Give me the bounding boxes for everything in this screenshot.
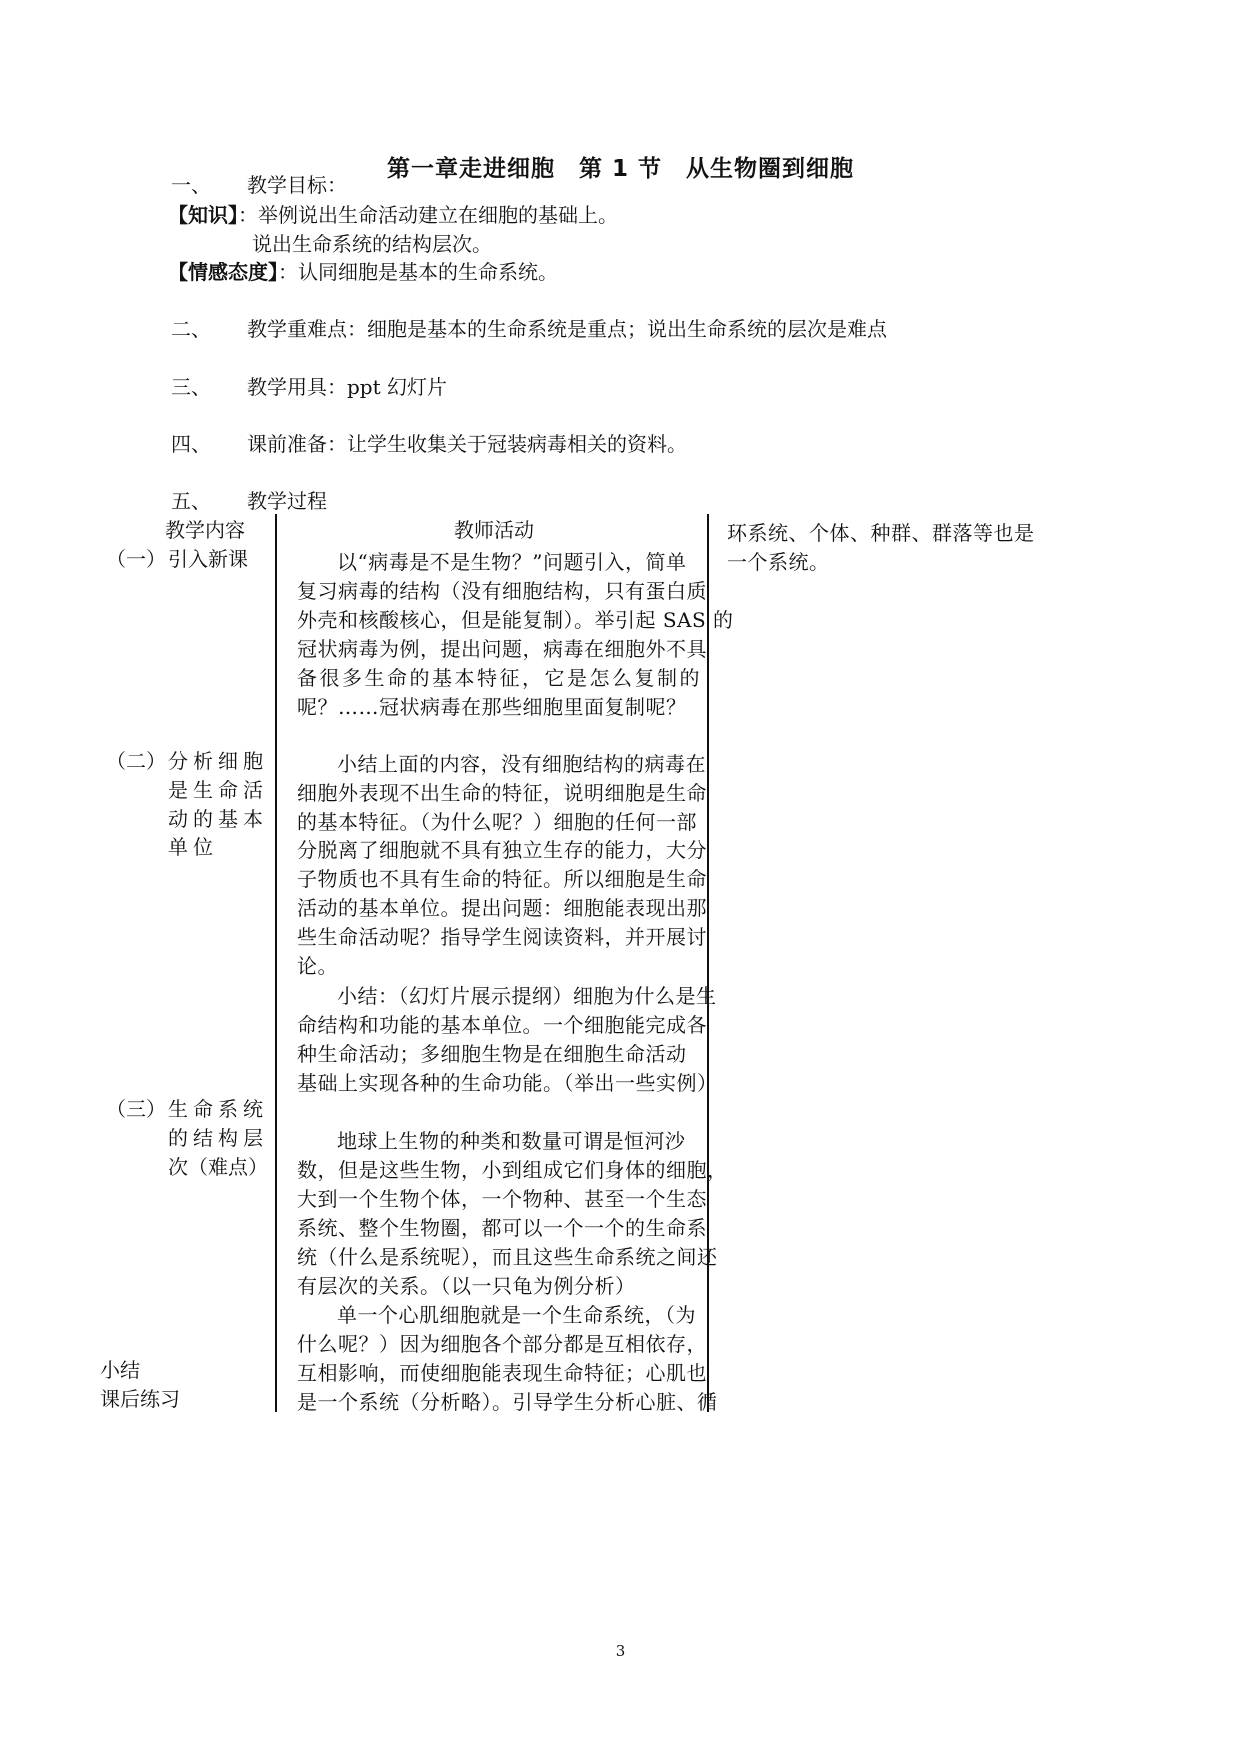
activity-line: 小结上面的内容，没有细胞结构的病毒在 bbox=[337, 752, 706, 776]
knowledge-line-1 bbox=[168, 202, 618, 228]
activity-line: 的基本特征。（为什么呢？）细胞的任何一部 bbox=[297, 810, 697, 834]
column-header-content: 教学内容 bbox=[165, 518, 245, 542]
activity-line: 复习病毒的结构（没有细胞结构，只有蛋白质 bbox=[297, 579, 707, 603]
activity-line: 活动的基本单位。提出问题：细胞能表现出那 bbox=[297, 896, 707, 920]
table-divider-left bbox=[275, 514, 277, 1412]
section-3-text: 教学用具：ppt 幻灯片 bbox=[247, 375, 447, 399]
section-2-text: 教学重难点：细胞是基本的生命系统是重点；说出生命系统的层次是难点 bbox=[247, 317, 887, 341]
activity-line: 单一个心肌细胞就是一个生命系统，（为 bbox=[337, 1303, 696, 1327]
row-2-label-line: 是生命活 bbox=[168, 778, 268, 802]
row-3-number: （三） bbox=[106, 1097, 166, 1121]
emotion-label: 【情感态度】 bbox=[168, 260, 278, 284]
section-5-number: 五、 bbox=[171, 489, 211, 513]
activity-line: 地球上生物的种类和数量可谓是恒河沙 bbox=[337, 1129, 686, 1153]
table-divider-right bbox=[707, 514, 709, 1412]
page-number: 3 bbox=[615, 1642, 626, 1660]
right-column-line: 一个系统。 bbox=[727, 550, 830, 574]
activity-line: 什么呢？）因为细胞各个部分都是互相依存， bbox=[297, 1332, 707, 1356]
knowledge-label: 【知识】 bbox=[168, 203, 238, 227]
activity-line: 冠状病毒为例，提出问题，病毒在细胞外不具 bbox=[297, 637, 707, 661]
activity-line: 系统、整个生物圈，都可以一个一个的生命系 bbox=[297, 1216, 707, 1240]
activity-line: 子物质也不具有生命的特征。所以细胞是生命 bbox=[297, 867, 707, 891]
section-2-number: 二、 bbox=[171, 317, 211, 341]
summary-label: 小结 bbox=[100, 1358, 140, 1382]
section-4-number: 四、 bbox=[171, 432, 211, 456]
section-1-text: 教学目标： bbox=[247, 173, 347, 197]
activity-line: 细胞外表现不出生命的特征，说明细胞是生命 bbox=[297, 781, 707, 805]
row-3-label-line: 次（难点） bbox=[168, 1155, 268, 1179]
activity-line: 备很多生命的基本特征，它是怎么复制的 bbox=[297, 666, 702, 690]
activity-line: 论。 bbox=[297, 954, 338, 978]
emotion-text: ：认同细胞是基本的生命系统。 bbox=[278, 260, 558, 284]
row-2-number: （二） bbox=[106, 749, 166, 773]
section-3-number: 三、 bbox=[171, 375, 211, 399]
section-4-text: 课前准备：让学生收集关于冠装病毒相关的资料。 bbox=[247, 432, 687, 456]
activity-line: 大到一个生物个体，一个物种、甚至一个生态 bbox=[297, 1187, 707, 1211]
section-1-number: 一、 bbox=[171, 173, 211, 197]
activity-line: 数，但是这些生物，小到组成它们身体的细胞， bbox=[297, 1158, 728, 1182]
activity-line: 以“病毒是不是生物？”问题引入，简单 bbox=[337, 550, 687, 574]
section-5-text: 教学过程 bbox=[247, 489, 327, 513]
page-title: 第一章走进细胞 第 1 节 从生物圈到细胞 bbox=[386, 156, 855, 182]
activity-line: 互相影响，而使细胞能表现生命特征；心肌也 bbox=[297, 1361, 707, 1385]
emotion-line bbox=[168, 259, 558, 285]
activity-line: 基础上实现各种的生命功能。（举出一些实例） bbox=[297, 1071, 718, 1095]
column-header-activity: 教师活动 bbox=[454, 518, 534, 542]
row-2-label-line: 分析细胞 bbox=[168, 749, 268, 773]
row-2-label-line: 动的基本 bbox=[168, 807, 268, 831]
right-column-line: 环系统、个体、种群、群落等也是 bbox=[727, 521, 1035, 545]
activity-line: 统（什么是系统呢），而且这些生命系统之间还 bbox=[297, 1245, 718, 1269]
activity-line: 分脱离了细胞就不具有独立生存的能力，大分 bbox=[297, 838, 707, 862]
row-3-label-line: 生命系统 bbox=[168, 1097, 268, 1121]
row-1-number: （一） bbox=[106, 547, 166, 571]
activity-line: 些生命活动呢？指导学生阅读资料，并开展讨 bbox=[297, 925, 707, 949]
row-2-label-line: 单位 bbox=[168, 835, 218, 859]
activity-line: 外壳和核酸核心，但是能复制）。举引起 SAS 的 bbox=[297, 608, 734, 632]
row-1-label: 引入新课 bbox=[168, 547, 248, 571]
activity-line: 有层次的关系。（以一只龟为例分析） bbox=[297, 1274, 636, 1298]
knowledge-text-2: 说出生命系统的结构层次。 bbox=[252, 232, 492, 256]
knowledge-text-1: ：举例说出生命活动建立在细胞的基础上。 bbox=[238, 203, 618, 227]
activity-line: 小结：（幻灯片展示提纲）细胞为什么是生 bbox=[337, 984, 717, 1008]
activity-line: 呢？……冠状病毒在那些细胞里面复制呢？ bbox=[297, 695, 687, 719]
activity-line: 是一个系统（分析略）。引导学生分析心脏、循 bbox=[297, 1390, 718, 1414]
activity-line: 命结构和功能的基本单位。一个细胞能完成各 bbox=[297, 1013, 707, 1037]
homework-label: 课后练习 bbox=[100, 1387, 180, 1411]
row-3-label-line: 的结构层 bbox=[168, 1126, 268, 1150]
activity-line: 种生命活动；多细胞生物是在细胞生命活动 bbox=[297, 1042, 687, 1066]
